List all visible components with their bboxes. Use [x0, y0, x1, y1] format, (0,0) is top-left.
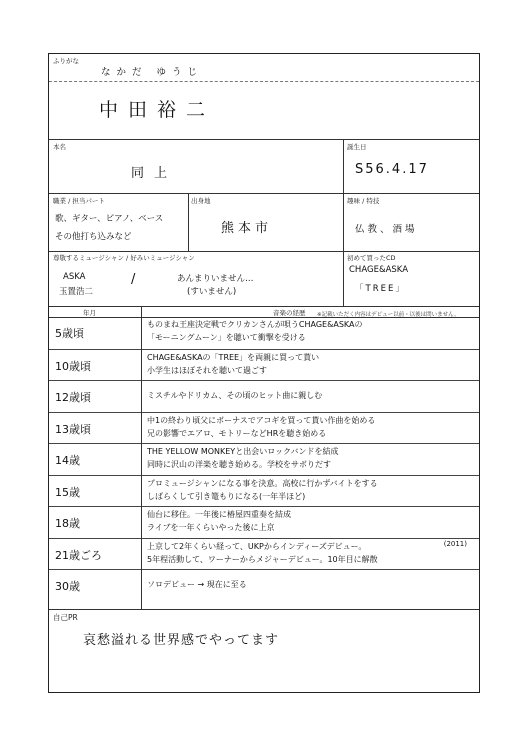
birthplace-value: 熊本市 — [221, 221, 273, 236]
career-age: 12歳頃 — [55, 391, 91, 404]
career-description: しばらくして引き篭もりになる(一年半ほど) — [147, 491, 306, 501]
career-label: 音楽の経歴 — [273, 309, 306, 317]
career-description: 小学生はほぼそれを聴いて過ごす — [147, 365, 267, 375]
real-name-label: 本名 — [53, 143, 66, 151]
year-label: 年月 — [83, 309, 96, 317]
career-age: 30歳 — [55, 580, 80, 593]
first-cd-value-1: CHAGE&ASKA — [349, 265, 409, 275]
birthday-value: S56.4.17 — [355, 162, 429, 177]
career-row — [49, 506, 479, 538]
career-description: 同時に沢山の洋楽を聴き始める。学校をサボりだす — [147, 460, 331, 469]
musician-other-1: あんまりいません… — [177, 274, 254, 284]
career-description: THE YELLOW MONKEYと出会いロックバンドを結成 — [147, 447, 339, 456]
first-cd-label: 初めて買ったCD — [347, 254, 396, 262]
hobby-value: 仏教、酒場 — [355, 224, 418, 235]
career-note: ※記載いただく内容はデビュー以前・以後は問いません。 — [317, 312, 460, 318]
career-age: 5歳頃 — [55, 327, 84, 340]
career-description: ライブを一年くらいやった後に上京 — [147, 523, 275, 532]
career-row — [49, 412, 479, 444]
career-description: 中1の終わり頃父にボーナスでアコギを買って貰い作曲を始める — [147, 415, 376, 425]
birthplace-label: 出身地 — [191, 197, 211, 205]
musician-other-2: (すいません) — [187, 287, 237, 297]
role-value-line2: その他打ち込みなど — [55, 232, 132, 242]
career-description: ものまね王座決定戦でクリカンさんが唄うCHAGE&ASKAの — [147, 320, 363, 329]
first-cd-value-2: 「TREE」 — [355, 284, 406, 294]
career-year-note: (2011) — [443, 539, 467, 548]
career-row — [49, 538, 479, 570]
career-list — [49, 317, 479, 609]
career-description: CHAGE&ASKAの「TREE」を両親に買って貰い — [147, 352, 320, 362]
career-age: 13歳頃 — [55, 422, 91, 436]
profile-form — [48, 53, 480, 693]
musician-1: ASKA — [63, 272, 86, 282]
stage-name-value: 中田裕二 — [99, 99, 216, 121]
role-value-line1: 歌、ギター、ピアノ、ベース — [55, 214, 164, 224]
career-age: 15歳 — [55, 485, 80, 499]
career-age: 18歳 — [55, 517, 80, 530]
furigana-label: ふりがな — [53, 57, 79, 65]
career-description: ミスチルやドリカム、その頃のヒット曲に親しむ — [147, 391, 323, 400]
career-row — [49, 349, 479, 381]
musician-2: 玉置浩二 — [59, 287, 94, 297]
career-row — [49, 317, 479, 349]
career-description: ソロデビュー → 現在に至る — [147, 580, 247, 589]
career-age: 14歳 — [55, 454, 80, 467]
self-pr-label: 自己PR — [53, 613, 78, 622]
career-description: 上京して2年くらい経って、UKPからインディーズデビュー。 — [147, 541, 367, 551]
real-name-value: 同上 — [131, 166, 178, 181]
career-row — [49, 475, 479, 507]
role-label: 職業 / 担当パート — [53, 197, 105, 205]
career-age: 10歳頃 — [55, 359, 91, 373]
career-description: プロミュージシャンになる事を決意。高校に行かずバイトをする — [147, 478, 378, 488]
career-row — [49, 380, 479, 412]
hobby-label: 趣味 / 特技 — [347, 197, 380, 205]
career-description: 兄の影響でエアロ、モトリーなどHRを聴き始める — [147, 428, 327, 438]
birthday-label: 誕生日 — [347, 143, 367, 151]
career-age: 21歳ごろ — [55, 548, 102, 562]
self-pr-value: 哀愁溢れる世界感でやってます — [83, 633, 280, 648]
musicians-label: 尊敬するミュージシャン / 好みいミュージシャン — [53, 254, 195, 262]
career-description: 5年程活動して、ワーナーからメジャーデビュー。10年目に解散 — [147, 554, 378, 564]
career-row — [49, 443, 479, 475]
career-description: 「モーニングムーン」を聴いて衝撃を受ける — [147, 333, 306, 342]
career-row — [49, 569, 479, 601]
furigana-value: なかだ ゆうじ — [101, 67, 204, 78]
musician-slash: / — [131, 272, 136, 287]
career-description: 仙台に移住。一年後に椿屋四重奏を結成 — [147, 510, 291, 519]
